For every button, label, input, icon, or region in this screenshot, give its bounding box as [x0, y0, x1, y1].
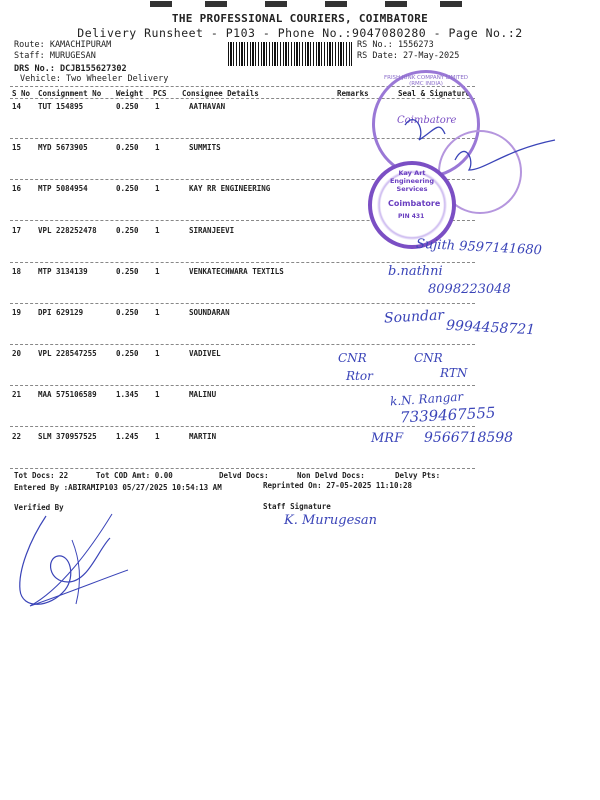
cell-weight: 0.250 [116, 225, 139, 235]
vehicle-label: Vehicle: Two Wheeler Delivery [20, 74, 169, 84]
cell-pcs: 1 [155, 308, 160, 317]
row-divider [10, 426, 475, 427]
cell-sno: 15 [12, 143, 22, 153]
col-sno: S No [12, 89, 31, 98]
remark-row-20d: RTN [440, 366, 468, 380]
drs-number: DRS No.: DCJB155627302 [14, 64, 127, 74]
phone-row-18b: 8098223048 [428, 282, 511, 297]
sign-row-18: Sujith 9597141680 [415, 236, 543, 259]
scan-mark [205, 1, 227, 7]
cell-sno: 18 [12, 266, 22, 276]
runsheet-title: Delivery Runsheet - P103 - Phone No.:9047080280 - Page No.:2 [77, 26, 523, 40]
tot-docs: Tot Docs: 22 [14, 471, 69, 480]
row-divider [10, 385, 475, 386]
cell-pcs: 1 [155, 349, 160, 359]
delvd-docs: Delvd Docs: [219, 471, 269, 480]
cell-consignment: TUT 154895 [38, 102, 84, 111]
cell-sno: 22 [12, 431, 22, 441]
phone-row-22: 9566718598 [424, 430, 514, 446]
cell-pcs: 1 [155, 431, 160, 441]
verified-by-label: Verified By [14, 503, 64, 512]
barcode [228, 42, 352, 66]
cell-weight: 0.250 [116, 143, 139, 153]
scan-mark [325, 1, 347, 7]
cell-weight: 0.250 [116, 184, 139, 194]
cell-pcs: 1 [155, 143, 160, 153]
scan-mark [150, 1, 172, 7]
cell-consignee: VENKATECHWARA TEXTILS [189, 266, 284, 276]
phone-row-19: 9994458721 [445, 317, 536, 339]
row-divider [10, 344, 475, 345]
scan-mark [265, 1, 287, 7]
reprinted-on: Reprinted On: 27-05-2025 11:10:28 [263, 481, 413, 490]
kay-stamp: Kay Art Engineering Services Coimbatore PIN 431 [368, 161, 456, 249]
cell-weight: 0.250 [116, 102, 139, 111]
cell-pcs: 1 [155, 266, 160, 276]
cell-consignee: MARTIN [189, 431, 217, 441]
cell-consignee: MALINU [189, 390, 217, 400]
remark-row-20c: CNR [414, 351, 443, 365]
row-divider [10, 468, 475, 469]
staff-signature: K. Murugesan [284, 513, 378, 528]
cell-sno: 17 [12, 225, 22, 235]
cell-consignee: SOUNDARAN [189, 308, 230, 317]
col-consignee: Consignee Details [182, 89, 259, 98]
entered-by: Entered By :ABIRAMIP103 05/27/2025 10:54:13 AM [14, 483, 222, 492]
delvy-pts: Delvy Pts: [395, 471, 441, 480]
scan-mark [440, 1, 462, 7]
cell-consignment: SLM 370957525 [38, 431, 97, 441]
cell-consignment: MTP 5084954 [38, 184, 88, 194]
cell-weight: 0.250 [116, 266, 139, 276]
cell-consignment: MAA 575106589 [38, 390, 97, 400]
cell-sno: 19 [12, 308, 22, 317]
col-weight: Weight [116, 89, 144, 98]
cell-pcs: 1 [155, 225, 160, 235]
route-label: Route: KAMACHIPURAM [14, 40, 112, 50]
non-delvd-docs: Non Delvd Docs: [297, 471, 365, 480]
sign-row-18b: b.nathni [388, 264, 443, 279]
company-stamp: FRISH JUNK COMPANY LIMITED (RMC INDIA) Coimbatore [372, 70, 480, 178]
cell-consignee: KAY RR ENGINEERING [189, 184, 271, 194]
company-title: THE PROFESSIONAL COURIERS, COIMBATORE [171, 12, 429, 25]
row-divider [10, 303, 475, 304]
cell-consignee: AATHAVAN [189, 102, 226, 111]
remark-row-20b: Rtor [346, 369, 373, 383]
phone-row-21: 7339467555 [399, 403, 496, 427]
cell-sno: 16 [12, 184, 22, 194]
cell-consignment: MYD 5673905 [38, 143, 88, 153]
staff-label: Staff: MURUGESAN [14, 51, 96, 61]
cell-sno: 20 [12, 349, 22, 359]
cell-weight: 1.345 [116, 390, 139, 400]
cell-consignment: VPL 228252478 [38, 225, 97, 235]
rs-date: RS Date: 27-May-2025 [357, 51, 460, 61]
col-remarks: Remarks [337, 89, 369, 98]
cell-consignment: VPL 228547255 [38, 349, 97, 359]
col-seal: Seal & Signature [398, 89, 471, 98]
staff-signature-label: Staff Signature [263, 502, 331, 511]
cell-consignment: MTP 3134139 [38, 266, 88, 276]
remark-row-20a: CNR [338, 351, 367, 365]
col-pcs: PCS [153, 89, 167, 98]
cell-pcs: 1 [155, 102, 160, 111]
cell-weight: 0.250 [116, 349, 139, 359]
cell-consignee: VADIVEL [189, 349, 221, 359]
sign-row-21: k.N. Rangar [389, 389, 464, 409]
col-consignment: Consignment No [38, 89, 102, 98]
cell-consignment: DPI 629129 [38, 308, 84, 317]
tot-cod: Tot COD Amt: 0.00 [96, 471, 173, 480]
cell-consignee: SIRANJEEVI [189, 225, 235, 235]
cell-pcs: 1 [155, 184, 160, 194]
sign-row-19: Soundar [383, 307, 445, 327]
cell-weight: 0.250 [116, 308, 139, 317]
cell-sno: 21 [12, 390, 22, 400]
cell-weight: 1.245 [116, 431, 139, 441]
scan-mark [385, 1, 407, 7]
sign-row-22: MRF [371, 431, 404, 446]
row-divider [10, 262, 475, 263]
cell-consignee: SUMMITS [189, 143, 221, 153]
verified-signature [10, 510, 140, 620]
rs-number: RS No.: 1556273 [357, 40, 434, 50]
cell-sno: 14 [12, 102, 22, 111]
seal-signatures [395, 100, 570, 190]
cell-pcs: 1 [155, 390, 160, 400]
